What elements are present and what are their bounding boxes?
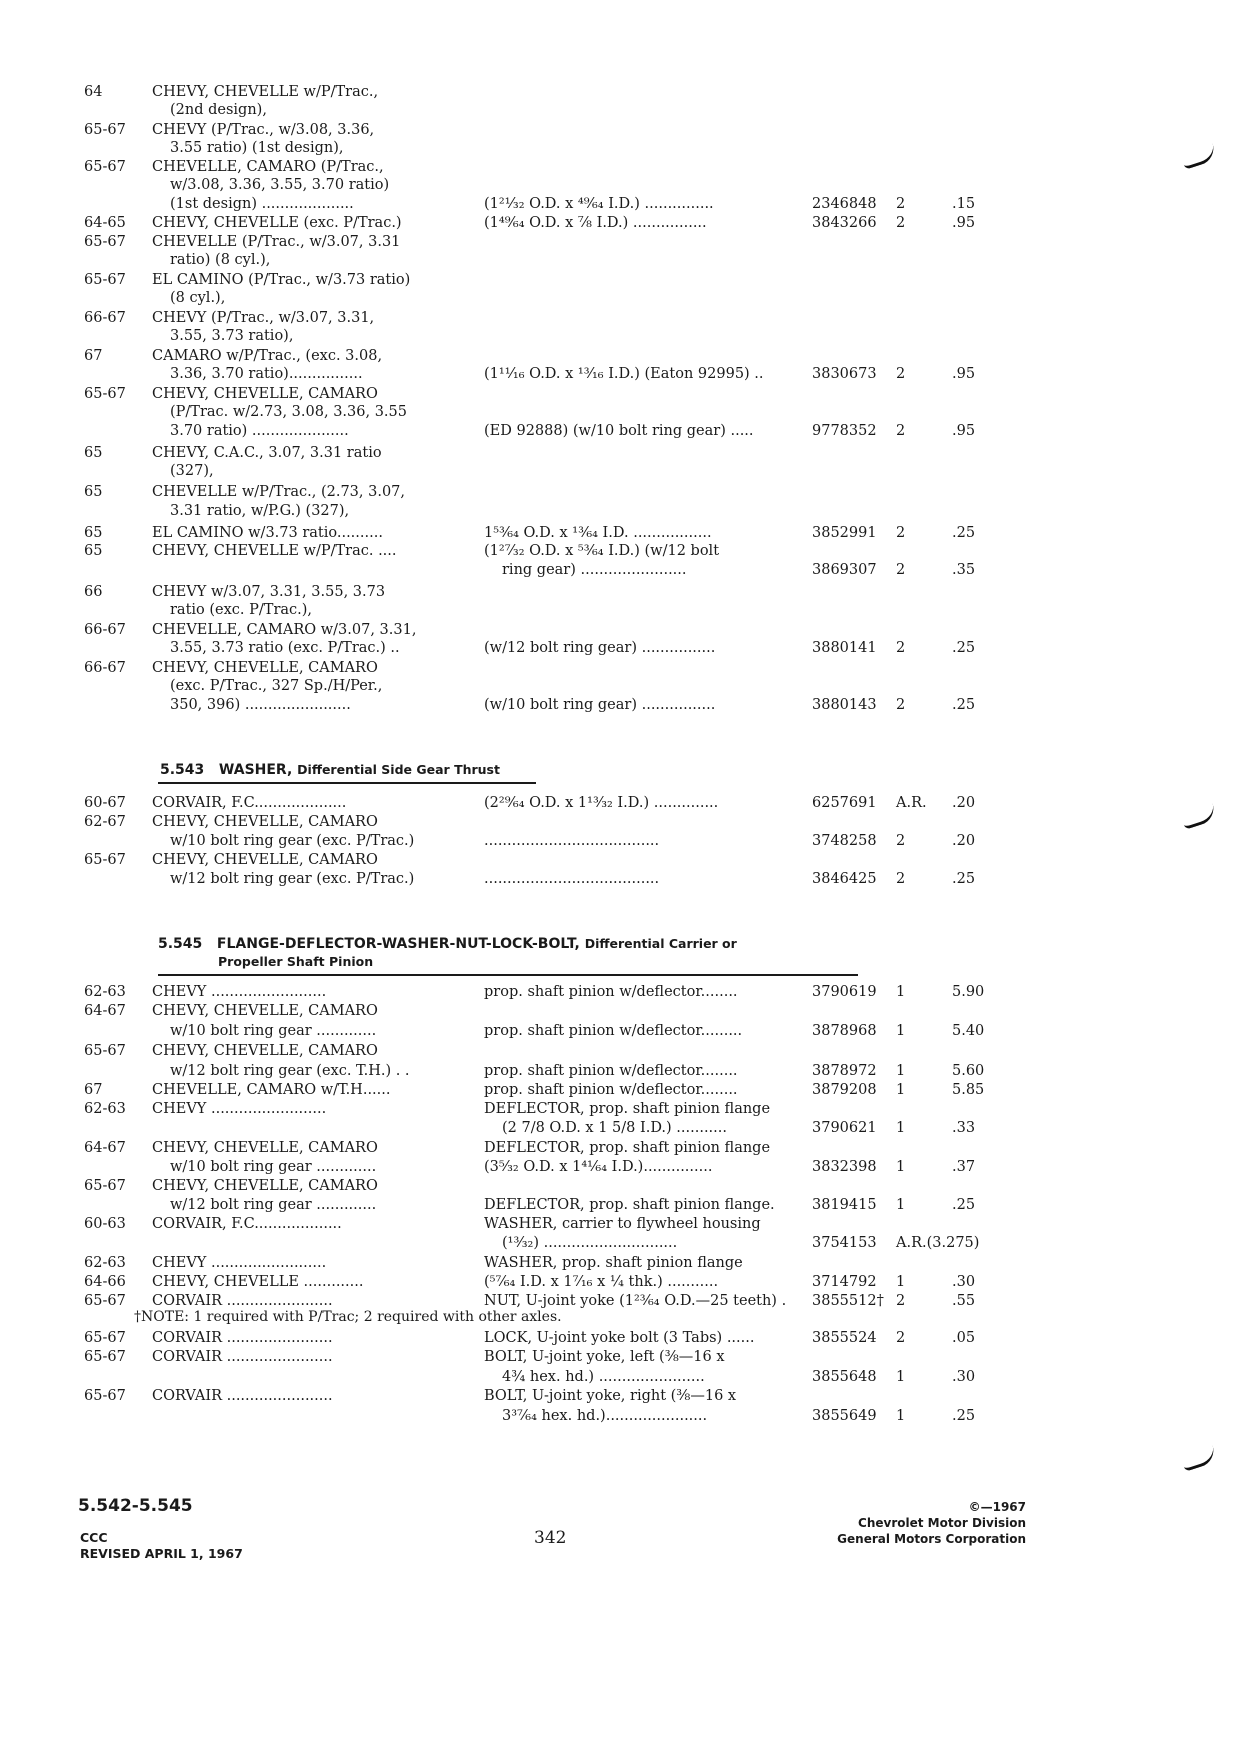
description: BOLT, U-joint yoke, left (⅜—16 x — [484, 1349, 725, 1365]
application: CHEVY ......................... — [152, 984, 327, 1000]
quantity: 1 — [896, 1023, 906, 1039]
quantity: 2 — [896, 1330, 906, 1346]
application: CHEVY, CHEVELLE, CAMARO — [152, 1178, 378, 1194]
description: (⁵⁷⁄₆₄ I.D. x 1⁷⁄₁₆ x ¼ thk.) ........... — [484, 1274, 719, 1290]
application: (2nd design), — [170, 102, 267, 118]
application: CHEVY, CHEVELLE ............. — [152, 1274, 364, 1290]
price: 5.85 — [952, 1082, 985, 1098]
section-5-543-rule — [158, 782, 536, 784]
year-range: 62-63 — [84, 1101, 126, 1117]
part-number: 3878968 — [812, 1023, 877, 1039]
year-range: 66-67 — [84, 622, 126, 638]
application: CHEVELLE w/P/Trac., (2.73, 3.07, — [152, 484, 406, 500]
description: (w/12 bolt ring gear) ................ — [484, 640, 716, 656]
binder-mark-top — [1180, 143, 1218, 170]
year-range: 60-67 — [84, 795, 126, 811]
part-number: 3852991 — [812, 525, 877, 541]
application: 350, 396) ....................... — [170, 697, 351, 713]
section-number: 5.545 — [158, 936, 203, 952]
application: CHEVELLE, CAMARO w/3.07, 3.31, — [152, 622, 417, 638]
footer-revised-date: REVISED APRIL 1, 1967 — [80, 1546, 243, 1561]
year-range: 65-67 — [84, 852, 126, 868]
description: ring gear) ....................... — [502, 562, 687, 578]
part-number: 2346848 — [812, 196, 877, 212]
part-number: 3830673 — [812, 366, 877, 382]
application: 3.55, 3.73 ratio (exc. P/Trac.) .. — [170, 640, 400, 656]
quantity: 2 — [896, 366, 906, 382]
part-number: 3832398 — [812, 1159, 877, 1175]
application: EL CAMINO (P/Trac., w/3.73 ratio) — [152, 272, 411, 288]
application: CORVAIR, F.C.................... — [152, 795, 347, 811]
section-5-545-heading-line2 — [218, 954, 373, 970]
quantity: 1 — [896, 984, 906, 1000]
application: CAMARO w/P/Trac., (exc. 3.08, — [152, 348, 383, 364]
price: .15 — [952, 196, 976, 212]
application: CHEVY ......................... — [152, 1255, 327, 1271]
year-range: 65-67 — [84, 1043, 126, 1059]
application: CHEVY, CHEVELLE, CAMARO — [152, 386, 378, 402]
description: WASHER, prop. shaft pinion flange — [484, 1255, 743, 1271]
price: .55 — [952, 1293, 976, 1309]
part-number: 6257691 — [812, 795, 877, 811]
price: .30 — [952, 1274, 976, 1290]
application: 3.55, 3.73 ratio), — [170, 328, 294, 344]
application: CHEVY (P/Trac., w/3.08, 3.36, — [152, 122, 375, 138]
application: CORVAIR ....................... — [152, 1293, 333, 1309]
quantity: 1 — [896, 1274, 906, 1290]
year-range: 65-67 — [84, 1178, 126, 1194]
application: CORVAIR, F.C................... — [152, 1216, 342, 1232]
quantity: 2 — [896, 525, 906, 541]
application: w/12 bolt ring gear (exc. P/Trac.) — [170, 871, 415, 887]
footer-corporation: General Motors Corporation — [837, 1532, 1026, 1546]
application: CORVAIR ....................... — [152, 1330, 333, 1346]
section-title: WASHER, — [218, 762, 293, 778]
application: CHEVY, C.A.C., 3.07, 3.31 ratio — [152, 445, 382, 461]
price: 5.90 — [952, 984, 985, 1000]
section-number: 5.543 — [160, 762, 205, 778]
description: DEFLECTOR, prop. shaft pinion flange — [484, 1101, 771, 1117]
quantity: 1 — [896, 1159, 906, 1175]
description: NUT, U-joint yoke (1²³⁄₆₄ O.D.—25 teeth) . — [484, 1293, 787, 1309]
quantity: 2 — [896, 697, 906, 713]
price: 5.60 — [952, 1063, 985, 1079]
part-number: 3879208 — [812, 1082, 877, 1098]
year-range: 65-67 — [84, 1349, 126, 1365]
section-subtitle: Differential Carrier or — [584, 936, 737, 951]
year-range: 64-65 — [84, 215, 126, 231]
price: .25 — [952, 1197, 976, 1213]
year-range: 65-67 — [84, 1388, 126, 1404]
application: CORVAIR ....................... — [152, 1349, 333, 1365]
year-range: 60-63 — [84, 1216, 126, 1232]
part-number: 9778352 — [812, 423, 877, 439]
part-number: 3790619 — [812, 984, 877, 1000]
year-range: 65-67 — [84, 1330, 126, 1346]
year-range: 64-66 — [84, 1274, 126, 1290]
price: .20 — [952, 795, 976, 811]
application: 3.36, 3.70 ratio)................ — [170, 366, 363, 382]
part-number: 3846425 — [812, 871, 877, 887]
year-range: 64 — [84, 84, 103, 100]
quantity: A.R. — [896, 795, 927, 811]
description: (¹³⁄₃₂) ............................. — [502, 1235, 678, 1251]
part-number: 3843266 — [812, 215, 877, 231]
description: (3⁵⁄₃₂ O.D. x 1⁴¹⁄₆₄ I.D.)............... — [484, 1159, 713, 1175]
price: .33 — [952, 1120, 976, 1136]
part-number: 3754153 — [812, 1235, 877, 1251]
year-range: 67 — [84, 348, 103, 364]
application: (P/Trac. w/2.73, 3.08, 3.36, 3.55 — [170, 404, 407, 420]
quantity: 2 — [896, 562, 906, 578]
quantity: A.R.(3.275) — [896, 1235, 980, 1251]
page-number: 342 — [534, 1528, 567, 1548]
year-range: 64-67 — [84, 1003, 126, 1019]
application: CHEVY, CHEVELLE, CAMARO — [152, 1003, 378, 1019]
quantity: 2 — [896, 1293, 906, 1309]
description: prop. shaft pinion w/deflector........ — [484, 1063, 738, 1079]
description: BOLT, U-joint yoke, right (⅜—16 x — [484, 1388, 737, 1404]
year-range: 62-63 — [84, 984, 126, 1000]
application: CHEVY, CHEVELLE, CAMARO — [152, 1140, 378, 1156]
description: ...................................... — [484, 871, 660, 887]
application: CHEVELLE, CAMARO (P/Trac., — [152, 159, 384, 175]
part-number: 3748258 — [812, 833, 877, 849]
application: CHEVY, CHEVELLE w/P/Trac. .... — [152, 543, 397, 559]
application: CHEVELLE (P/Trac., w/3.07, 3.31 — [152, 234, 401, 250]
price: .20 — [952, 833, 976, 849]
price: .95 — [952, 423, 976, 439]
section-title: FLANGE-DEFLECTOR-WASHER-NUT-LOCK-BOLT, — [216, 936, 580, 952]
description: WASHER, carrier to flywheel housing — [484, 1216, 761, 1232]
application: CHEVY ......................... — [152, 1101, 327, 1117]
application: w/12 bolt ring gear (exc. T.H.) . . — [170, 1063, 410, 1079]
part-number: 3855648 — [812, 1369, 877, 1385]
footer-code: CCC — [80, 1530, 108, 1545]
quantity: 1 — [896, 1120, 906, 1136]
year-range: 62-67 — [84, 814, 126, 830]
application: 3.55 ratio) (1st design), — [170, 140, 344, 156]
description: (1²¹⁄₃₂ O.D. x ⁴⁹⁄₆₄ I.D.) ............... — [484, 196, 714, 212]
price: .25 — [952, 871, 976, 887]
application: w/12 bolt ring gear ............. — [170, 1197, 377, 1213]
application: EL CAMINO w/3.73 ratio.......... — [152, 525, 383, 541]
description: prop. shaft pinion w/deflector........ — [484, 1082, 738, 1098]
footnote: †NOTE: 1 required with P/Trac; 2 required with other axles. — [134, 1309, 562, 1325]
application: w/10 bolt ring gear ............. — [170, 1159, 377, 1175]
application: 3.31 ratio, w/P.G.) (327), — [170, 503, 350, 519]
price: .25 — [952, 640, 976, 656]
description: (2²⁹⁄₆₄ O.D. x 1¹³⁄₃₂ I.D.) .............. — [484, 795, 719, 811]
application: CHEVY, CHEVELLE w/P/Trac., — [152, 84, 379, 100]
quantity: 2 — [896, 196, 906, 212]
application: CHEVY, CHEVELLE, CAMARO — [152, 852, 378, 868]
description: (ED 92888) (w/10 bolt ring gear) ..... — [484, 423, 754, 439]
application: (327), — [170, 463, 214, 479]
description: LOCK, U-joint yoke bolt (3 Tabs) ...... — [484, 1330, 755, 1346]
section-subtitle: Differential Side Gear Thrust — [297, 762, 500, 777]
description: (2 7/8 O.D. x 1 5/8 I.D.) ........... — [502, 1120, 727, 1136]
application: CHEVY w/3.07, 3.31, 3.55, 3.73 — [152, 584, 386, 600]
price: .37 — [952, 1159, 976, 1175]
application: (8 cyl.), — [170, 290, 226, 306]
price: .25 — [952, 697, 976, 713]
part-number: 3855512† — [812, 1293, 884, 1309]
section-5-543-heading — [160, 762, 500, 778]
quantity: 2 — [896, 423, 906, 439]
application: CHEVELLE, CAMARO w/T.H...... — [152, 1082, 391, 1098]
quantity: 1 — [896, 1063, 906, 1079]
binder-mark-middle — [1180, 803, 1218, 830]
part-number: 3855524 — [812, 1330, 877, 1346]
quantity: 1 — [896, 1197, 906, 1213]
year-range: 64-67 — [84, 1140, 126, 1156]
application: (1st design) .................... — [170, 196, 354, 212]
price: .25 — [952, 1408, 976, 1424]
application: ratio (exc. P/Trac.), — [170, 602, 313, 618]
description: (w/10 bolt ring gear) ................ — [484, 697, 716, 713]
part-number: 3880141 — [812, 640, 877, 656]
application: 3.70 ratio) ..................... — [170, 423, 349, 439]
application: CHEVY, CHEVELLE, CAMARO — [152, 660, 378, 676]
application: w/10 bolt ring gear ............. — [170, 1023, 377, 1039]
price: .95 — [952, 215, 976, 231]
quantity: 2 — [896, 640, 906, 656]
application: (exc. P/Trac., 327 Sp./H/Per., — [170, 678, 383, 694]
price: .05 — [952, 1330, 976, 1346]
footer-division: Chevrolet Motor Division — [858, 1516, 1026, 1530]
year-range: 65-67 — [84, 159, 126, 175]
application: CORVAIR ....................... — [152, 1388, 333, 1404]
year-range: 66-67 — [84, 310, 126, 326]
footer-copyright: ©—1967 — [968, 1500, 1026, 1514]
year-range: 65-67 — [84, 386, 126, 402]
quantity: 2 — [896, 871, 906, 887]
year-range: 65-67 — [84, 234, 126, 250]
year-range: 67 — [84, 1082, 103, 1098]
application: CHEVY, CHEVELLE, CAMARO — [152, 1043, 378, 1059]
application: w/3.08, 3.36, 3.55, 3.70 ratio) — [170, 177, 390, 193]
price: .25 — [952, 525, 976, 541]
part-number: 3880143 — [812, 697, 877, 713]
quantity: 2 — [896, 833, 906, 849]
year-range: 66 — [84, 584, 103, 600]
footer-section-range: 5.542-5.545 — [78, 1496, 193, 1516]
description: DEFLECTOR, prop. shaft pinion flange. — [484, 1197, 775, 1213]
quantity: 1 — [896, 1082, 906, 1098]
price: .95 — [952, 366, 976, 382]
year-range: 65 — [84, 525, 103, 541]
year-range: 65 — [84, 445, 103, 461]
price: 5.40 — [952, 1023, 985, 1039]
year-range: 66-67 — [84, 660, 126, 676]
part-number: 3855649 — [812, 1408, 877, 1424]
description: prop. shaft pinion w/deflector......... — [484, 1023, 743, 1039]
description: (1⁴⁹⁄₆₄ O.D. x ⅞ I.D.) ................ — [484, 215, 707, 231]
year-range: 65 — [84, 543, 103, 559]
year-range: 62-63 — [84, 1255, 126, 1271]
year-range: 65 — [84, 484, 103, 500]
description: (1²⁷⁄₃₂ O.D. x ⁵³⁄₆₄ I.D.) (w/12 bolt — [484, 543, 720, 559]
application: w/10 bolt ring gear (exc. P/Trac.) — [170, 833, 415, 849]
description: (1¹¹⁄₁₆ O.D. x ¹³⁄₁₆ I.D.) (Eaton 92995) .. — [484, 366, 764, 382]
application: ratio) (8 cyl.), — [170, 252, 271, 268]
price: .30 — [952, 1369, 976, 1385]
part-number: 3878972 — [812, 1063, 877, 1079]
description: 1⁵³⁄₆₄ O.D. x ¹³⁄₆₄ I.D. ................. — [484, 525, 712, 541]
quantity: 2 — [896, 215, 906, 231]
application: CHEVY (P/Trac., w/3.07, 3.31, — [152, 310, 375, 326]
section-5-545-rule — [158, 974, 858, 976]
description: prop. shaft pinion w/deflector........ — [484, 984, 738, 1000]
application: CHEVY, CHEVELLE, CAMARO — [152, 814, 378, 830]
year-range: 65-67 — [84, 1293, 126, 1309]
application: CHEVY, CHEVELLE (exc. P/Trac.) — [152, 215, 402, 231]
year-range: 65-67 — [84, 122, 126, 138]
description: 3³⁷⁄₆₄ hex. hd.)...................... — [502, 1408, 708, 1424]
description: 4¾ hex. hd.) ....................... — [502, 1369, 705, 1385]
part-number: 3714792 — [812, 1274, 877, 1290]
year-range: 65-67 — [84, 272, 126, 288]
description: ...................................... — [484, 833, 660, 849]
part-number: 3819415 — [812, 1197, 877, 1213]
binder-mark-bottom — [1180, 1445, 1218, 1472]
section-subtitle-2: Propeller Shaft Pinion — [218, 954, 374, 969]
section-5-545-heading — [158, 936, 737, 952]
description: DEFLECTOR, prop. shaft pinion flange — [484, 1140, 771, 1156]
quantity: 1 — [896, 1408, 906, 1424]
price: .35 — [952, 562, 976, 578]
part-number: 3869307 — [812, 562, 877, 578]
part-number: 3790621 — [812, 1120, 877, 1136]
quantity: 1 — [896, 1369, 906, 1385]
